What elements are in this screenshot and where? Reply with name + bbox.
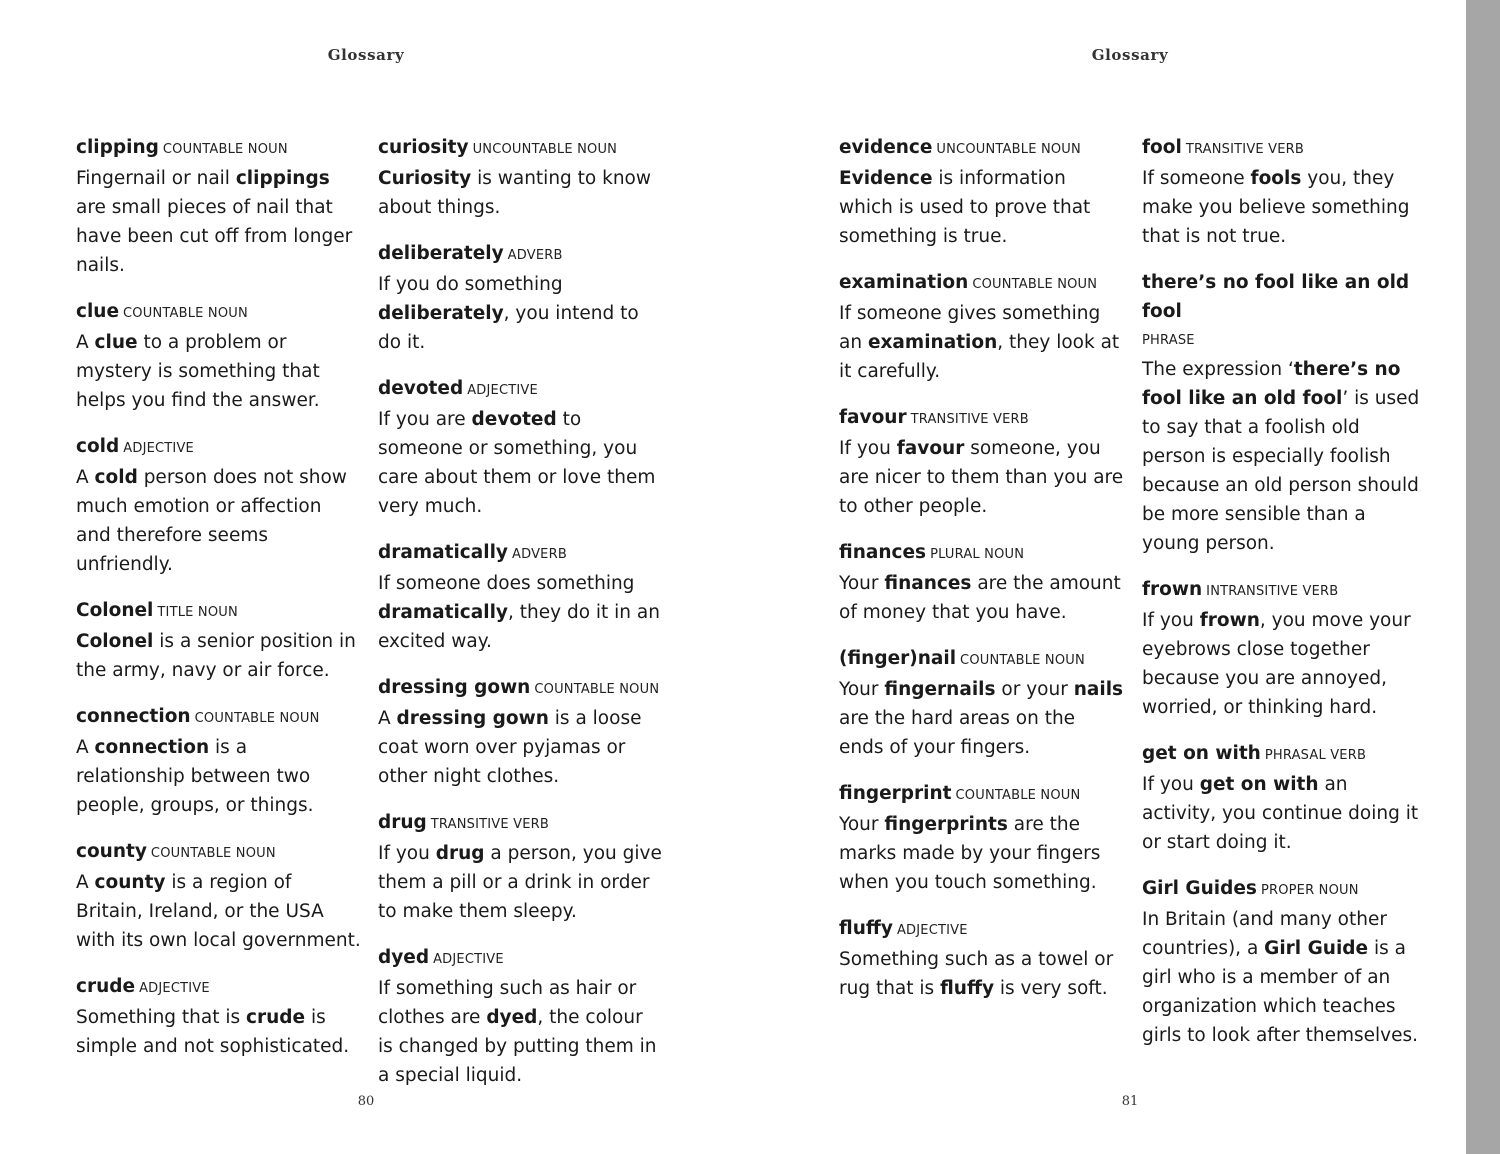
definition — [378, 270, 663, 357]
definition-keyword: fingernails — [884, 679, 996, 700]
glossary-entry — [839, 914, 1124, 1003]
headword: fingerprint — [839, 783, 952, 804]
definition-text: or your — [995, 679, 1074, 700]
definition-text: The expression ‘ — [1142, 359, 1294, 380]
definition-text: Fingernail or nail — [76, 168, 236, 189]
glossary-entry — [76, 133, 361, 280]
page-header: Glossary — [1091, 46, 1169, 64]
headword: cold — [76, 436, 120, 457]
definition-text: If you — [1142, 610, 1200, 631]
headword: clue — [76, 301, 120, 322]
definition-keyword: deliberately — [378, 303, 504, 324]
part-of-speech: PROPER NOUN — [1260, 883, 1359, 898]
definition-text: is very soft. — [994, 978, 1108, 999]
definition-text: Your — [839, 814, 885, 835]
entry-heading — [76, 702, 361, 733]
definition — [839, 164, 1124, 251]
glossary-entry — [378, 133, 663, 222]
definition-text: In Britain (and many other countries), a — [1142, 909, 1387, 959]
definition-keyword: there’s no fool like an old fool — [1142, 359, 1401, 409]
headword: fluffy — [839, 918, 893, 939]
definition-text: you, they make you believe something that is not true. — [1142, 168, 1410, 247]
definition-keyword: fingerprints — [884, 814, 1008, 835]
headword: Girl Guides — [1142, 878, 1257, 899]
glossary-column — [839, 133, 1124, 1020]
entry-heading — [378, 133, 663, 164]
glossary-entry — [839, 403, 1124, 521]
definition-text: , the colour is changed by putting them in a special liquid. — [378, 1007, 657, 1086]
definition-text: If you — [1142, 774, 1200, 795]
definition — [378, 569, 663, 656]
part-of-speech: COUNTABLE NOUN — [162, 142, 288, 157]
glossary-entry — [378, 374, 663, 521]
entry-heading — [76, 837, 361, 868]
definition-text: A — [378, 708, 397, 729]
part-of-speech: ADJECTIVE — [467, 383, 538, 398]
entry-heading — [1142, 739, 1427, 770]
glossary-entry — [76, 596, 361, 685]
headword: frown — [1142, 579, 1203, 600]
definition-text: A — [76, 332, 95, 353]
part-of-speech: TRANSITIVE VERB — [1185, 142, 1305, 157]
part-of-speech: COUNTABLE NOUN — [534, 682, 660, 697]
definition-text: is a senior position in the army, navy or air force. — [76, 631, 356, 681]
entry-heading — [1142, 575, 1427, 606]
entry-heading — [839, 538, 1124, 569]
headword: fool — [1142, 137, 1182, 158]
glossary-entry — [76, 297, 361, 415]
part-of-speech: COUNTABLE NOUN — [972, 277, 1098, 292]
definition-keyword: clippings — [235, 168, 330, 189]
definition — [1142, 606, 1427, 722]
headword: Colonel — [76, 600, 154, 621]
definition-text: are the marks made by your fingers when you touch something. — [839, 814, 1101, 893]
glossary-entry — [839, 133, 1124, 251]
entry-heading — [378, 673, 663, 704]
definition-keyword: cold — [94, 467, 138, 488]
definition-text: a person, you give them a pill or a drink in order to make them sleepy. — [378, 843, 662, 922]
headword: dyed — [378, 947, 430, 968]
headword: examination — [839, 272, 969, 293]
headword: (finger)nail — [839, 648, 957, 669]
definition-text: Something that is — [76, 1007, 247, 1028]
definition-text: , they look at it carefully. — [839, 332, 1120, 382]
definition-text: to a problem or mystery is something that helps you find the answer. — [76, 332, 320, 411]
headword: curiosity — [378, 137, 469, 158]
headword: dressing gown — [378, 677, 531, 698]
part-of-speech: ADJECTIVE — [896, 923, 968, 938]
definition-keyword: dressing gown — [396, 708, 549, 729]
definition-text: , you move your eyebrows close together because you are annoyed, worried, or thinking hard. — [1142, 610, 1411, 718]
definition-text: person does not show much emotion or affection and therefore seems unfriendly. — [76, 467, 347, 575]
definition-keyword: Colonel — [76, 631, 154, 652]
entry-heading — [1142, 268, 1427, 355]
headword: connection — [76, 706, 191, 727]
definition — [76, 868, 361, 955]
entry-heading — [1142, 133, 1427, 164]
part-of-speech: ADJECTIVE — [123, 441, 194, 456]
definition-keyword: frown — [1199, 610, 1260, 631]
definition-keyword: examination — [867, 332, 998, 353]
headword: dramatically — [378, 542, 508, 563]
definition — [839, 810, 1124, 897]
definition — [76, 733, 361, 820]
headword: clipping — [76, 137, 159, 158]
definition — [378, 704, 663, 791]
part-of-speech: TITLE NOUN — [157, 605, 238, 620]
definition — [839, 299, 1124, 386]
definition-text: Your — [839, 573, 885, 594]
entry-heading — [378, 538, 663, 569]
definition — [76, 463, 361, 579]
definition-text: If you do something — [378, 274, 563, 295]
glossary-entry — [378, 538, 663, 656]
page-number: 80 — [357, 1094, 375, 1109]
definition — [1142, 355, 1427, 558]
glossary-column — [378, 133, 663, 1107]
definition-text: A — [76, 467, 95, 488]
definition-text: is wanting to know about things. — [378, 168, 652, 218]
part-of-speech: COUNTABLE NOUN — [194, 711, 320, 726]
entry-heading — [839, 268, 1124, 299]
definition-text: , they do it in an excited way. — [378, 602, 660, 652]
entry-heading — [76, 432, 361, 463]
definition-text: are the amount of money that you have. — [839, 573, 1121, 623]
glossary-entry — [1142, 268, 1427, 558]
entry-heading — [76, 972, 361, 1003]
definition-keyword: fluffy — [940, 978, 995, 999]
definition — [1142, 905, 1427, 1050]
part-of-speech: COUNTABLE NOUN — [960, 653, 1085, 668]
definition-text: A — [76, 737, 95, 758]
definition-text: an activity, you continue doing it or start doing it. — [1142, 774, 1419, 853]
definition-text: to someone or something, you care about them or love them very much. — [378, 409, 656, 517]
definition-text: , you intend to do it. — [378, 303, 639, 353]
definition — [378, 164, 663, 222]
headword: crude — [76, 976, 136, 997]
glossary-entry — [1142, 575, 1427, 722]
entry-heading — [839, 644, 1124, 675]
definition — [378, 974, 663, 1090]
definition-keyword: fools — [1250, 168, 1302, 189]
glossary-entry — [839, 538, 1124, 627]
definition-text: If someone gives something an — [839, 303, 1101, 353]
book-edge — [1466, 0, 1500, 1154]
part-of-speech: TRANSITIVE VERB — [910, 412, 1029, 427]
definition — [1142, 770, 1427, 857]
definition-text: is information which is used to prove that something is true. — [839, 168, 1091, 247]
part-of-speech: PHRASE — [1142, 333, 1195, 348]
definition-text: someone, you are nicer to them than you are to other people. — [839, 438, 1124, 517]
definition-keyword: dyed — [486, 1007, 538, 1028]
definition-keyword: dramatically — [378, 602, 508, 623]
glossary-entry — [76, 972, 361, 1061]
glossary-entry — [839, 779, 1124, 897]
headword: evidence — [839, 137, 933, 158]
entry-heading — [839, 403, 1124, 434]
definition-text: Your — [839, 679, 885, 700]
definition-keyword: Girl Guide — [1264, 938, 1369, 959]
entry-heading — [378, 374, 663, 405]
glossary-entry — [378, 943, 663, 1090]
glossary-entry — [378, 808, 663, 926]
glossary-entry — [839, 644, 1124, 762]
part-of-speech: TRANSITIVE VERB — [430, 817, 550, 832]
definition-text: If you — [378, 843, 436, 864]
definition — [839, 945, 1124, 1003]
part-of-speech: INTRANSITIVE VERB — [1206, 584, 1339, 599]
definition-text: If something such as hair or clothes are — [378, 978, 637, 1028]
definition-text: is simple and not sophisticated. — [76, 1007, 350, 1057]
definition-text: If someone — [1142, 168, 1251, 189]
definition-keyword: drug — [435, 843, 485, 864]
part-of-speech: COUNTABLE NOUN — [955, 788, 1081, 803]
definition — [76, 164, 361, 280]
headword: finances — [839, 542, 927, 563]
definition-text: A — [76, 872, 95, 893]
part-of-speech: ADJECTIVE — [433, 952, 504, 967]
definition — [378, 405, 663, 521]
entry-heading — [839, 779, 1124, 810]
glossary-entry — [1142, 133, 1427, 251]
definition-text: If you — [839, 438, 897, 459]
part-of-speech: ADVERB — [512, 547, 567, 562]
definition — [378, 839, 663, 926]
glossary-entry — [378, 673, 663, 791]
glossary-column — [1142, 133, 1427, 1067]
entry-heading — [76, 297, 361, 328]
definition — [1142, 164, 1427, 251]
glossary-entry — [76, 432, 361, 579]
glossary-entry — [76, 837, 361, 955]
glossary-entry — [839, 268, 1124, 386]
part-of-speech: PLURAL NOUN — [930, 547, 1025, 562]
definition-text: If you are — [378, 409, 472, 430]
right-page — [760, 0, 1466, 1154]
left-page — [0, 0, 740, 1154]
glossary-entry — [378, 239, 663, 357]
part-of-speech: UNCOUNTABLE NOUN — [472, 142, 618, 157]
entry-heading — [378, 943, 663, 974]
entry-heading — [839, 914, 1124, 945]
headword: devoted — [378, 378, 464, 399]
definition-keyword: Curiosity — [378, 168, 472, 189]
definition-text: are small pieces of nail that have been cut off from longer nails. — [76, 197, 353, 276]
definition — [76, 1003, 361, 1061]
page-header: Glossary — [327, 46, 405, 64]
part-of-speech: ADVERB — [507, 248, 563, 263]
headword: favour — [839, 407, 907, 428]
definition-text: ’ is used to say that a foolish old person is especially foolish because an old person should be more sensible than a young person. — [1142, 388, 1420, 554]
headword: deliberately — [378, 243, 504, 264]
definition — [76, 328, 361, 415]
definition-text: is a loose coat worn over pyjamas or other night clothes. — [378, 708, 642, 787]
definition-text: Something such as a towel or rug that is — [839, 949, 1114, 999]
definition-keyword: Evidence — [839, 168, 933, 189]
entry-heading — [76, 133, 361, 164]
glossary-entry — [1142, 739, 1427, 857]
definition-text: is a region of Britain, Ireland, or the USA with its own local government. — [76, 872, 361, 951]
definition-text: is a girl who is a member of an organization which teaches girls to look after themselves. — [1142, 938, 1419, 1046]
part-of-speech: COUNTABLE NOUN — [150, 846, 276, 861]
definition-keyword: finances — [884, 573, 972, 594]
entry-heading — [76, 596, 361, 627]
glossary-column — [76, 133, 361, 1078]
page-number: 81 — [1121, 1094, 1139, 1109]
definition — [76, 627, 361, 685]
definition-keyword: nails — [1073, 679, 1124, 700]
definition-keyword: get on with — [1199, 774, 1319, 795]
part-of-speech: UNCOUNTABLE NOUN — [936, 142, 1081, 157]
headword: county — [76, 841, 147, 862]
definition-keyword: connection — [94, 737, 210, 758]
glossary-entry — [76, 702, 361, 820]
part-of-speech: PHRASAL VERB — [1264, 748, 1367, 763]
definition — [839, 434, 1124, 521]
definition — [839, 675, 1124, 762]
definition-text: are the hard areas on the ends of your fingers. — [839, 708, 1076, 758]
definition — [839, 569, 1124, 627]
definition-keyword: county — [94, 872, 166, 893]
entry-heading — [1142, 874, 1427, 905]
entry-heading — [378, 808, 663, 839]
part-of-speech: COUNTABLE NOUN — [123, 306, 248, 321]
definition-keyword: crude — [246, 1007, 306, 1028]
definition-keyword: devoted — [471, 409, 557, 430]
definition-keyword: favour — [896, 438, 965, 459]
definition-text: is a relationship between two people, groups, or things. — [76, 737, 314, 816]
definition-keyword: clue — [94, 332, 138, 353]
headword: drug — [378, 812, 427, 833]
headword: get on with — [1142, 743, 1261, 764]
part-of-speech: ADJECTIVE — [139, 981, 210, 996]
entry-heading — [378, 239, 663, 270]
entry-heading — [839, 133, 1124, 164]
glossary-entry — [1142, 874, 1427, 1050]
headword: there’s no fool like an old fool — [1142, 272, 1410, 322]
definition-text: If someone does something — [378, 573, 635, 594]
